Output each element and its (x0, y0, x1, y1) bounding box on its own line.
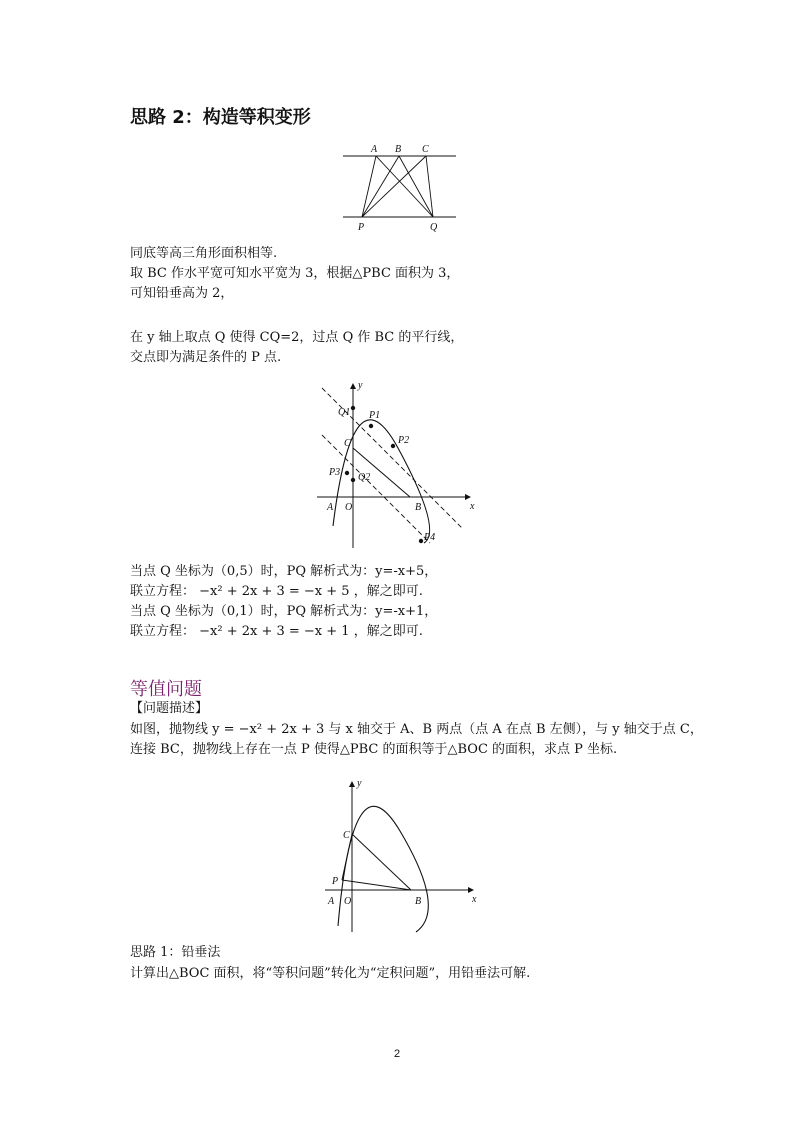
fig2-label-p2: P2 (398, 435, 410, 446)
fig3-label-b: B (415, 896, 422, 907)
problem-header: 【问题描述】 (130, 701, 209, 716)
fig2-label-p4: P4 (424, 532, 436, 543)
fig2-label-p1: P1 (369, 410, 381, 421)
method1-title: 思路 1：铅垂法 (130, 945, 221, 960)
text-line: 取 BC 作水平宽可知水平宽为 3，根据△PBC 面积为 3， (130, 266, 460, 281)
text-line: 当点 Q 坐标为（0,1）时，PQ 解析式为：y=-x+1， (130, 604, 438, 619)
text-line: 在 y 轴上取点 Q 使得 CQ=2，过点 Q 作 BC 的平行线， (130, 330, 464, 345)
fig2-label-c: C (344, 438, 351, 449)
fig3-label-a: A (328, 896, 335, 907)
fig1-label-A: A (371, 144, 378, 155)
fig1-label-P: P (358, 222, 365, 233)
fig2-label-q1: Q1 (338, 407, 351, 418)
paragraph-construct-q (130, 328, 463, 368)
text-line: 同底等高三角形面积相等. (130, 246, 278, 261)
text-line: 当点 Q 坐标为（0,5）时，PQ 解析式为：y=-x+5， (130, 564, 438, 579)
text-line: 联立方程： −x² + 2x + 3 = −x + 1 ，解之即可. (130, 624, 423, 639)
fig3-label-y: y (357, 778, 362, 789)
fig3-label-o: O (344, 896, 352, 907)
fig1-label-B: B (395, 144, 402, 155)
section-title: 等值问题 (130, 679, 202, 700)
page-number: 2 (394, 1048, 401, 1060)
fig1-label-Q: Q (430, 222, 438, 233)
figure-parabola-parallel-lines (312, 378, 482, 553)
fig2-label-y: y (358, 380, 363, 391)
fig3-label-c: C (343, 830, 350, 841)
fig2-label-a: A (327, 502, 334, 513)
fig3-label-p: P (332, 876, 339, 887)
fig1-label-C: C (422, 144, 429, 155)
paragraph-solutions (130, 562, 437, 642)
text-line: 联立方程： −x² + 2x + 3 = −x + 5 ，解之即可. (130, 584, 423, 599)
problem-statement (130, 720, 703, 760)
method2-heading: 思路 2：构造等积变形 (130, 107, 311, 128)
method1-text: 计算出△BOC 面积，将“等积问题”转化为“定积问题”，用铅垂法可解. (130, 966, 531, 981)
figure-parabola-triangle (320, 776, 485, 936)
fig2-label-b: B (415, 502, 422, 513)
text-line: 交点即为满足条件的 P 点. (130, 350, 282, 365)
text-line: 连接 BC，抛物线上存在一点 P 使得△PBC 的面积等于△BOC 的面积，求点 P 坐标. (130, 742, 618, 757)
figure-parallel-triangles (340, 140, 460, 235)
fig3-label-x: x (472, 894, 477, 905)
paragraph-equal-area (130, 244, 459, 304)
text-line: 如图，抛物线 y = −x² + 2x + 3 与 x 轴交于 A、B 两点（点 A 在点 B 左侧），与 y 轴交于点 C， (130, 722, 703, 737)
fig2-label-q2: Q2 (358, 472, 371, 483)
fig2-label-x: x (470, 501, 475, 512)
fig2-label-p3: P3 (329, 467, 341, 478)
text-line: 可知铅垂高为 2， (130, 286, 234, 301)
fig2-label-o: O (345, 502, 353, 513)
